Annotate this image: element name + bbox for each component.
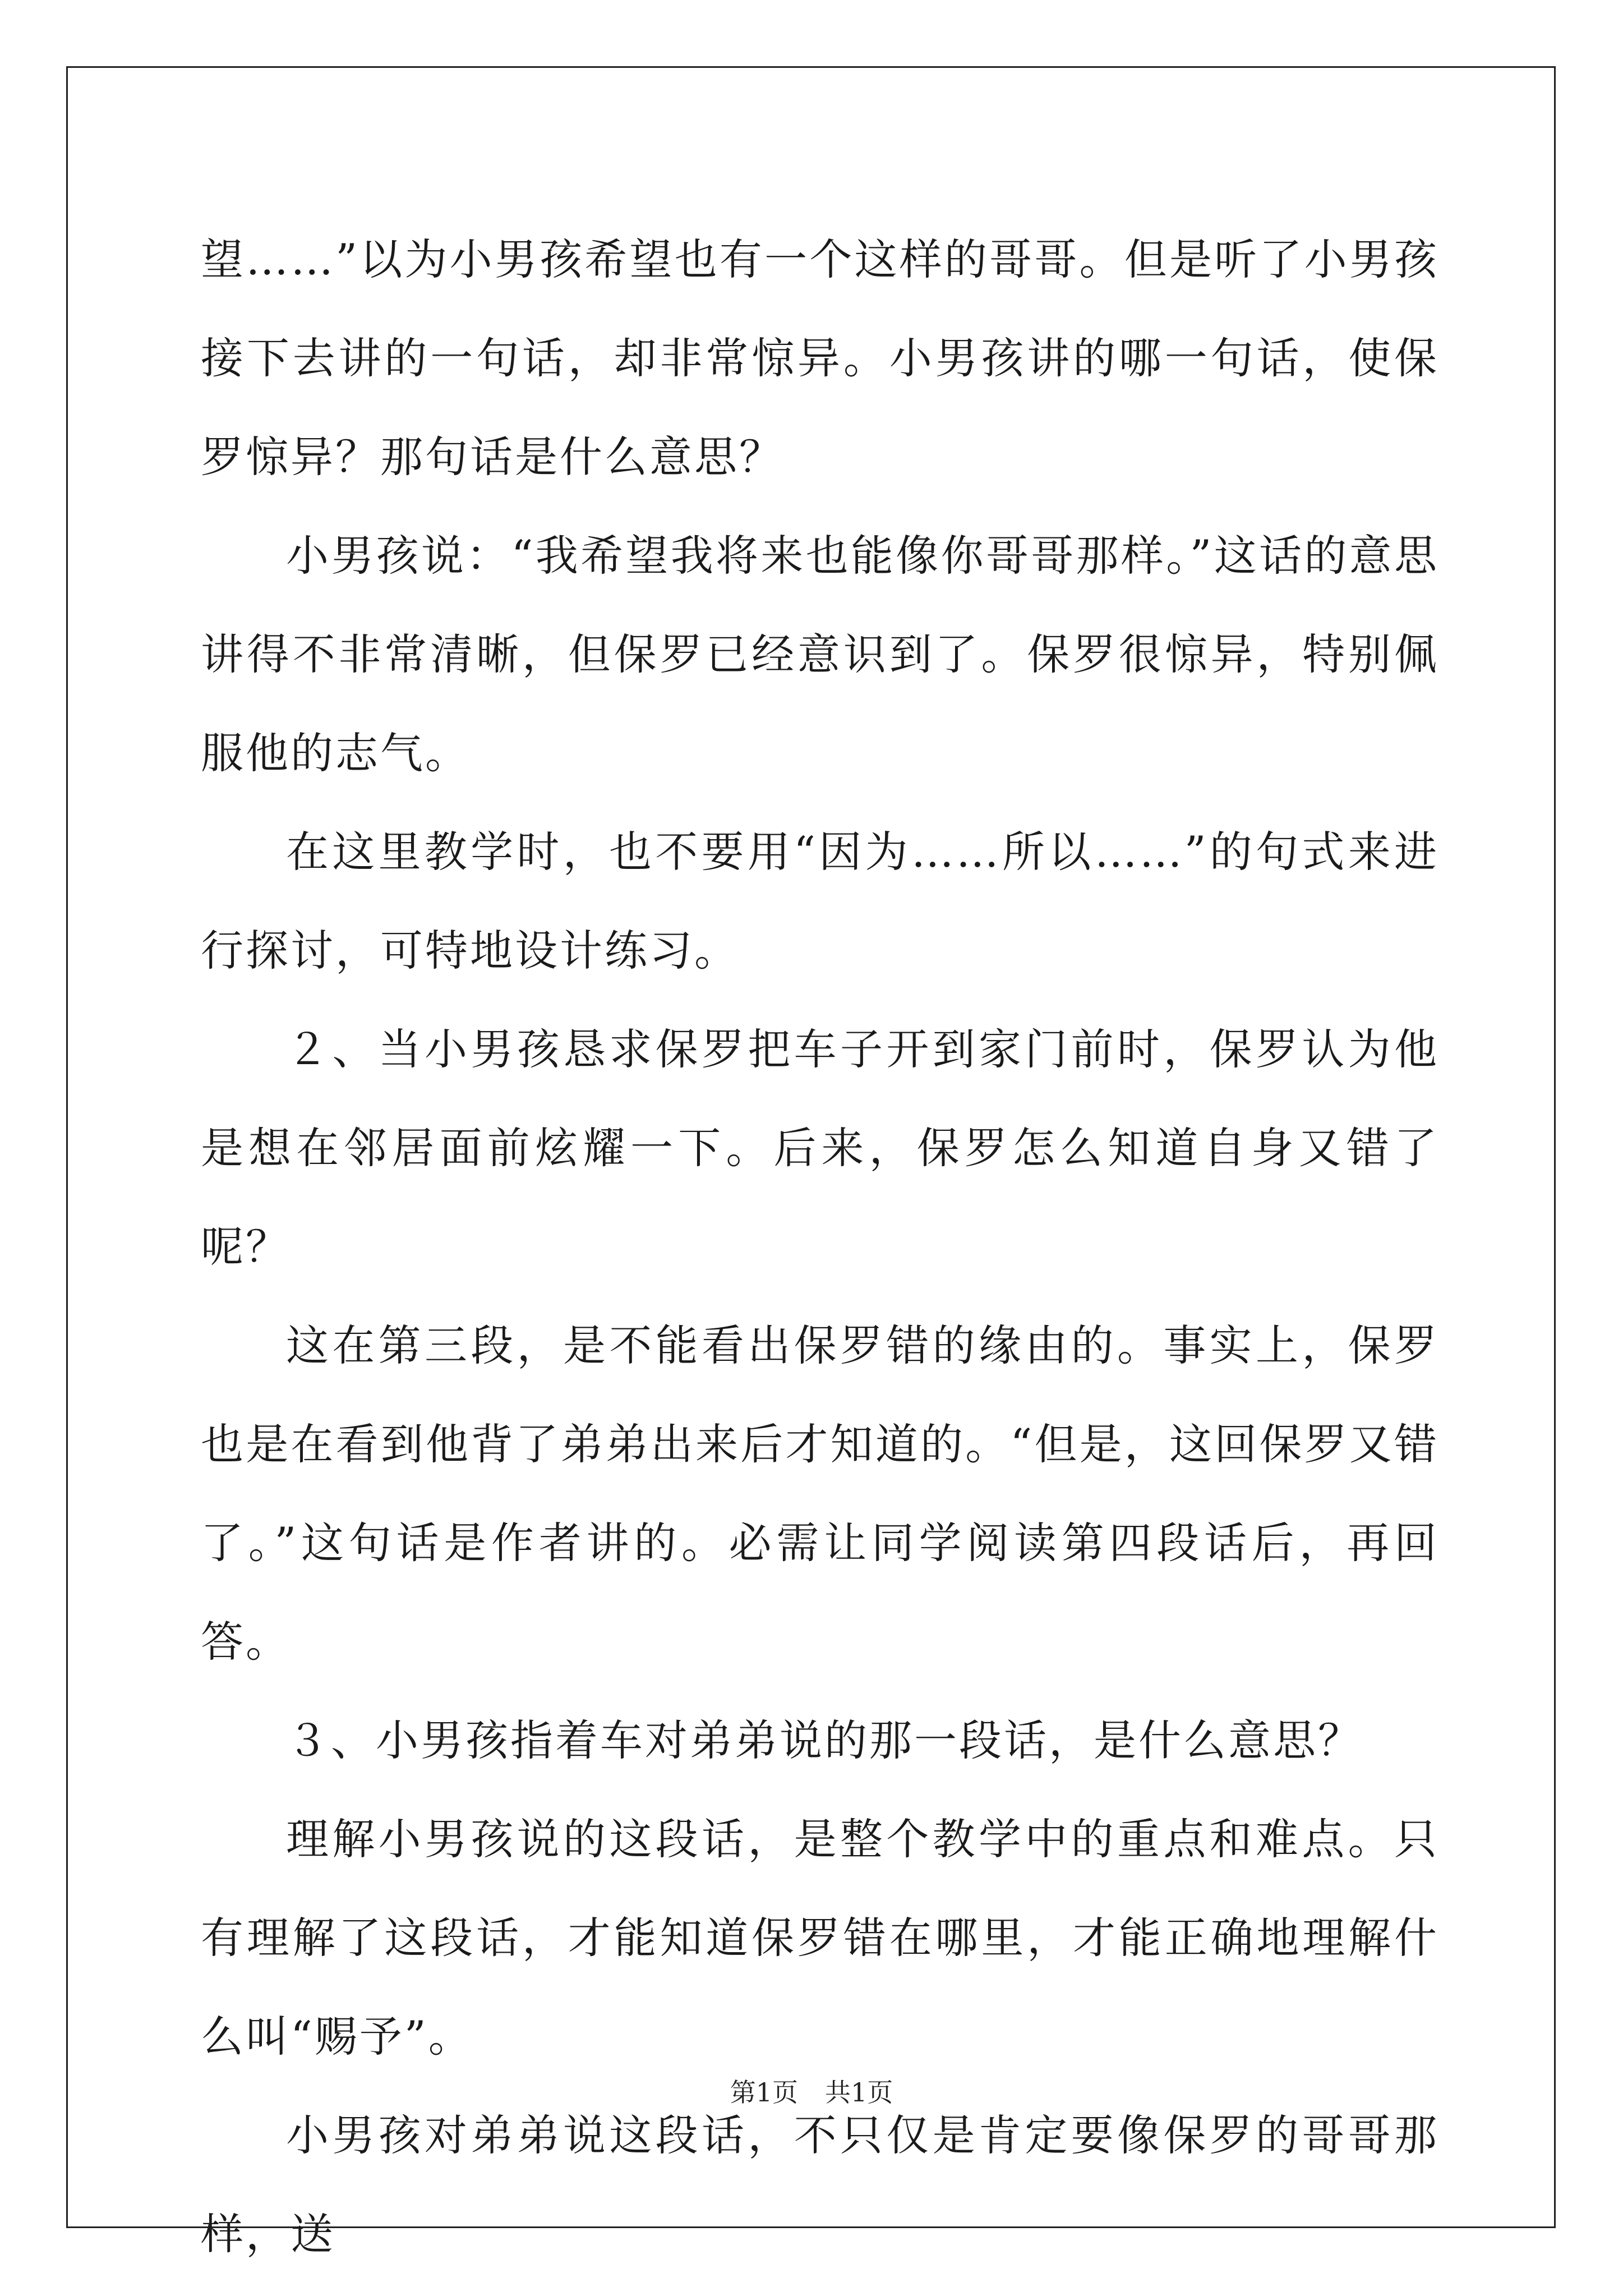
paragraph-1: 望……”以为小男孩希望也有一个这样的哥哥。但是听了小男孩接下去讲的一句话，却非常惊异。小男孩讲的哪一句话，使保罗惊异？那句话是什么意思？ (201, 234, 1439, 482)
page-footer (0, 2076, 1623, 2109)
page-total: 共1页 (825, 2077, 893, 2108)
paragraph-7: 理解小男孩说的这段话，是整个教学中的重点和难点。只有理解了这段话，才能知道保罗错在哪里，才能正确地理解什么叫“赐予”。 (201, 1814, 1439, 2062)
paragraph-6: ３、小男孩指着车对弟弟说的那一段话，是什么意思？ (286, 1715, 1363, 1765)
page-number: 第1页 (730, 2077, 798, 2108)
paragraph-8: 小男孩对弟弟说这段话，不只仅是肯定要像保罗的哥哥那样，送 (201, 2110, 1439, 2259)
paragraph-5: 这在第三段，是不能看出保罗错的缘由的。事实上，保罗也是在看到他背了弟弟出来后才知道的。“但是，这回保罗又错了。”这句话是作者讲的。必需让同学阅读第四段话后，再回答。 (201, 1320, 1439, 1667)
paragraph-4: ２、当小男孩恳求保罗把车子开到家门前时，保罗认为他是想在邻居面前炫耀一下。后来，保罗怎么知道自身又错了呢？ (201, 1024, 1439, 1272)
document-body (201, 210, 1439, 2284)
paragraph-3: 在这里教学时，也不要用“因为……所以……”的句式来进行探讨，可特地设计练习。 (201, 827, 1439, 976)
paragraph-2: 小男孩说：“我希望我将来也能像你哥哥那样。”这话的意思讲得不非常清晰，但保罗已经意识到了。保罗很惊异，特别佩服他的志气。 (201, 531, 1439, 778)
